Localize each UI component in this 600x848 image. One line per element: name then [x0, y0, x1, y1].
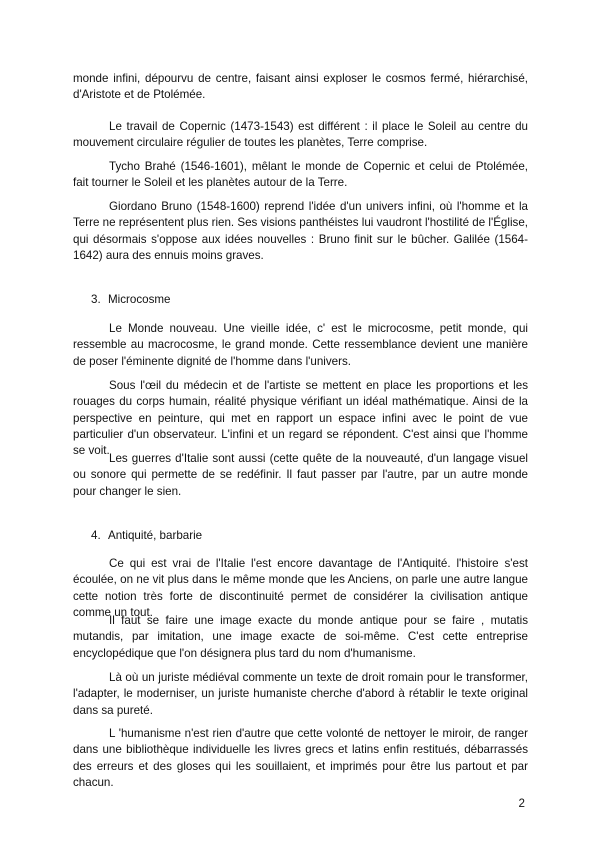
paragraph-oeil-medecin — [73, 378, 528, 459]
paragraph-oeil-medecin-text: Sous l'œil du médecin et de l'artiste se mettent en place les proportions et les rouages du corps humain, réalité physique vérifiant un idéal mathématique. Ainsi de la perspective en peinture, qui met en rapport un espace infini avec le point de vue particulier d'un observateur. L'infini et un regard se répondent. C'est ainsi que l'homme se voit. — [73, 379, 528, 458]
paragraph-tycho-brahe — [73, 159, 528, 192]
paragraph-copernic — [73, 119, 528, 152]
paragraph-guerres-italie — [73, 451, 528, 500]
paragraph-image-exacte-text: Il faut se faire une image exacte du monde antique pour se faire , mutatis mutandis, par imitation, une image exacte de soi-même. C'est cette entreprise encyclopédique que l'on désignera plus tard du nom d'humanisme. — [73, 614, 528, 660]
paragraph-tycho-brahe-text: Tycho Brahé (1546-1601), mêlant le monde de Copernic et celui de Ptolémée, fait tourner le Soleil et les planètes autour de la Terre. — [73, 160, 528, 190]
paragraph-juriste — [73, 670, 528, 719]
paragraph-giordano-bruno-text: Giordano Bruno (1548-1600) reprend l'idée d'un univers infini, où l'homme et la Terre ne représentent plus rien. Ses visions panthéistes lui vaudront l'hostilité de l'Église, qui désormais s'oppose aux idées nouvelles : Bruno finit sur le bûcher. Galilée (1564-1642) aura des ennuis moins graves. — [73, 200, 528, 262]
paragraph-humanisme — [73, 726, 528, 791]
paragraph-copernic-text: Le travail de Copernic (1473-1543) est différent : il place le Soleil au centre du mouvement circulaire régulier de toutes les planètes, Terre comprise. — [73, 120, 528, 150]
paragraph-monde-nouveau — [73, 321, 528, 370]
paragraph-italie-antiquite — [73, 556, 528, 621]
paragraph-giordano-bruno — [73, 199, 528, 264]
section-number: 4. — [91, 529, 101, 542]
section-title: Microcosme — [108, 293, 171, 306]
paragraph-humanisme-text: L 'humanisme n'est rien d'autre que cette volonté de nettoyer le miroir, de ranger dans une bibliothèque individuelle les livres grecs et latins enfin restitués, débarrassés des erreurs et des gloses qui les souillaient, et imprimés pour être lus partout et par chacun. — [73, 727, 528, 789]
section-heading-microcosme — [91, 292, 171, 308]
paragraph-italie-antiquite-text: Ce qui est vrai de l'Italie l'est encore davantage de l'Antiquité. l'histoire s'est écoulée, on ne vit plus dans le même monde que les Anciens, on parle une autre langue cette notion très forte de discontinuité permet de considérer la civilisation antique comme un tout. — [73, 557, 528, 619]
paragraph-image-exacte — [73, 613, 528, 662]
section-title: Antiquité, barbarie — [108, 529, 203, 542]
paragraph-monde-nouveau-text: Le Monde nouveau. Une vieille idée, c' est le microcosme, petit monde, qui ressemble au macrocosme, le grand monde. Cette ressemblance devient une manière de poser l'éminente dignité de l'homme dans l'univers. — [73, 322, 528, 368]
paragraph-juriste-text: Là où un juriste médiéval commente un texte de droit romain pour le transformer, l'adapter, le moderniser, un juriste humaniste cherche d'abord à rétablir le texte original dans sa pureté. — [73, 671, 528, 717]
paragraph-cosmos: monde infini, dépourvu de centre, faisant ainsi exploser le cosmos fermé, hiérarchisé, d'Aristote et de Ptolémée. — [73, 72, 528, 102]
paragraph-guerres-italie-text: Les guerres d'Italie sont aussi (cette quête de la nouveauté, d'un langage visuel ou sonore qui permette de se redéfinir. Il faut passer par l'autre, par un autre monde pour changer le sien. — [73, 452, 528, 498]
section-number: 3. — [91, 293, 101, 306]
section-heading-antiquite — [91, 528, 202, 544]
page-number: 2 — [518, 797, 525, 810]
